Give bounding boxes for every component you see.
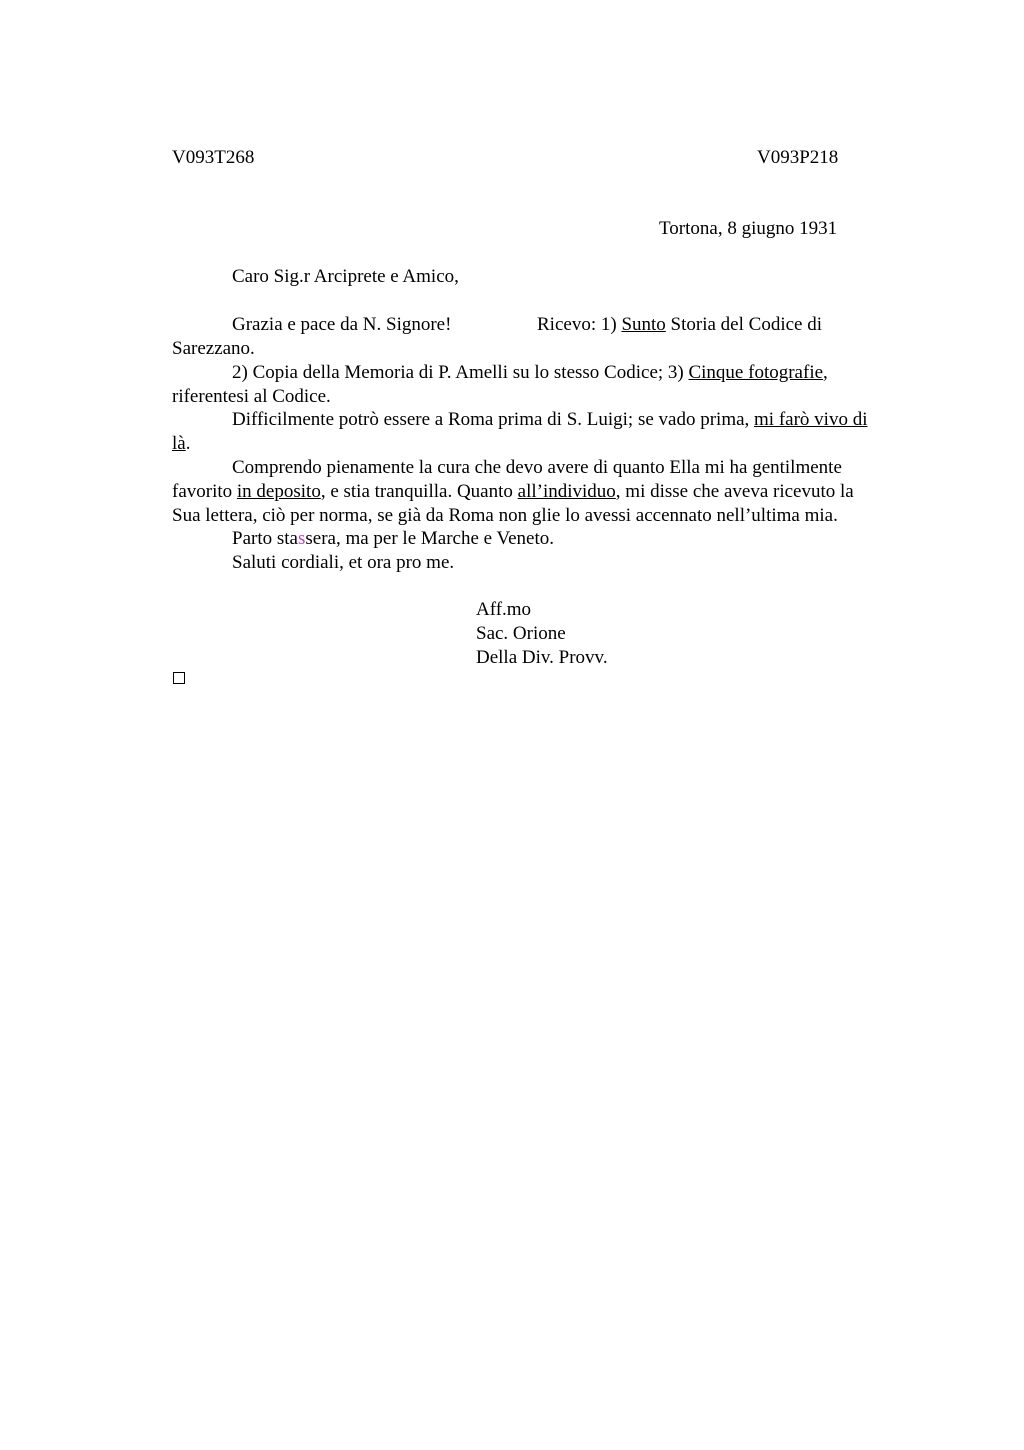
difficilmente-text: Difficilmente potrò essere a Roma prima di S. Luigi; se vado prima, xyxy=(232,409,755,430)
favorito-text: favorito xyxy=(172,481,237,502)
copia-line xyxy=(232,361,828,385)
saluti-line: Saluti cordiali, et ora pro me. xyxy=(232,552,455,573)
empty-square-mark xyxy=(173,672,185,684)
parto-b: sera, ma per le Marche e Veneto. xyxy=(305,528,555,549)
parto-highlight-s: s xyxy=(297,528,306,549)
all-individuo: all’individuo xyxy=(517,481,616,502)
ricevo-rest: Storia del Codice di xyxy=(665,314,822,335)
code-right: V093P218 xyxy=(757,147,839,168)
sunto-text: Sunto xyxy=(621,314,666,335)
copia-text: 2) Copia della Memoria di P. Amelli su lo stesso Codice; 3) xyxy=(232,362,689,383)
parto-a: Parto sta xyxy=(232,528,298,549)
comprendo-line: Comprendo pienamente la cura che devo avere di quanto Ella mi ha gentilmente xyxy=(232,457,842,478)
salutation: Caro Sig.r Arciprete e Amico, xyxy=(232,266,459,287)
parto-line xyxy=(232,527,554,551)
stia-tranquilla-text: , e stia tranquilla. Quanto xyxy=(320,481,518,502)
disse-text: , mi disse che aveva ricevuto la xyxy=(615,481,854,502)
copia-comma: , xyxy=(823,362,828,383)
sua-lettera-line: Sua lettera, ciò per norma, se già da Roma non glie lo avessi accennato nell’ultima mia. xyxy=(172,505,838,526)
la-period: . xyxy=(185,433,191,454)
place-date: Tortona, 8 giugno 1931 xyxy=(659,218,838,239)
cinque-fotografie: Cinque fotografie xyxy=(688,362,824,383)
riferentesi-line: riferentesi al Codice. xyxy=(172,386,331,407)
code-left: V093T268 xyxy=(172,147,255,168)
favorito-line xyxy=(172,480,854,504)
la-text: là xyxy=(172,433,186,454)
greeting: Grazia e pace da N. Signore! xyxy=(232,314,452,335)
ricevo-text: Ricevo: 1) xyxy=(537,314,622,335)
la-line xyxy=(172,432,190,456)
mi-faro-vivo: mi farò vivo di xyxy=(754,409,868,430)
in-deposito: in deposito xyxy=(236,481,321,502)
ricevo-line xyxy=(537,313,822,337)
sarezzano: Sarezzano. xyxy=(172,338,255,359)
closing-congregation: Della Div. Provv. xyxy=(476,647,608,668)
closing-signature: Sac. Orione xyxy=(476,623,566,644)
closing-affmo: Aff.mo xyxy=(476,599,532,620)
difficilmente-line xyxy=(232,408,867,432)
